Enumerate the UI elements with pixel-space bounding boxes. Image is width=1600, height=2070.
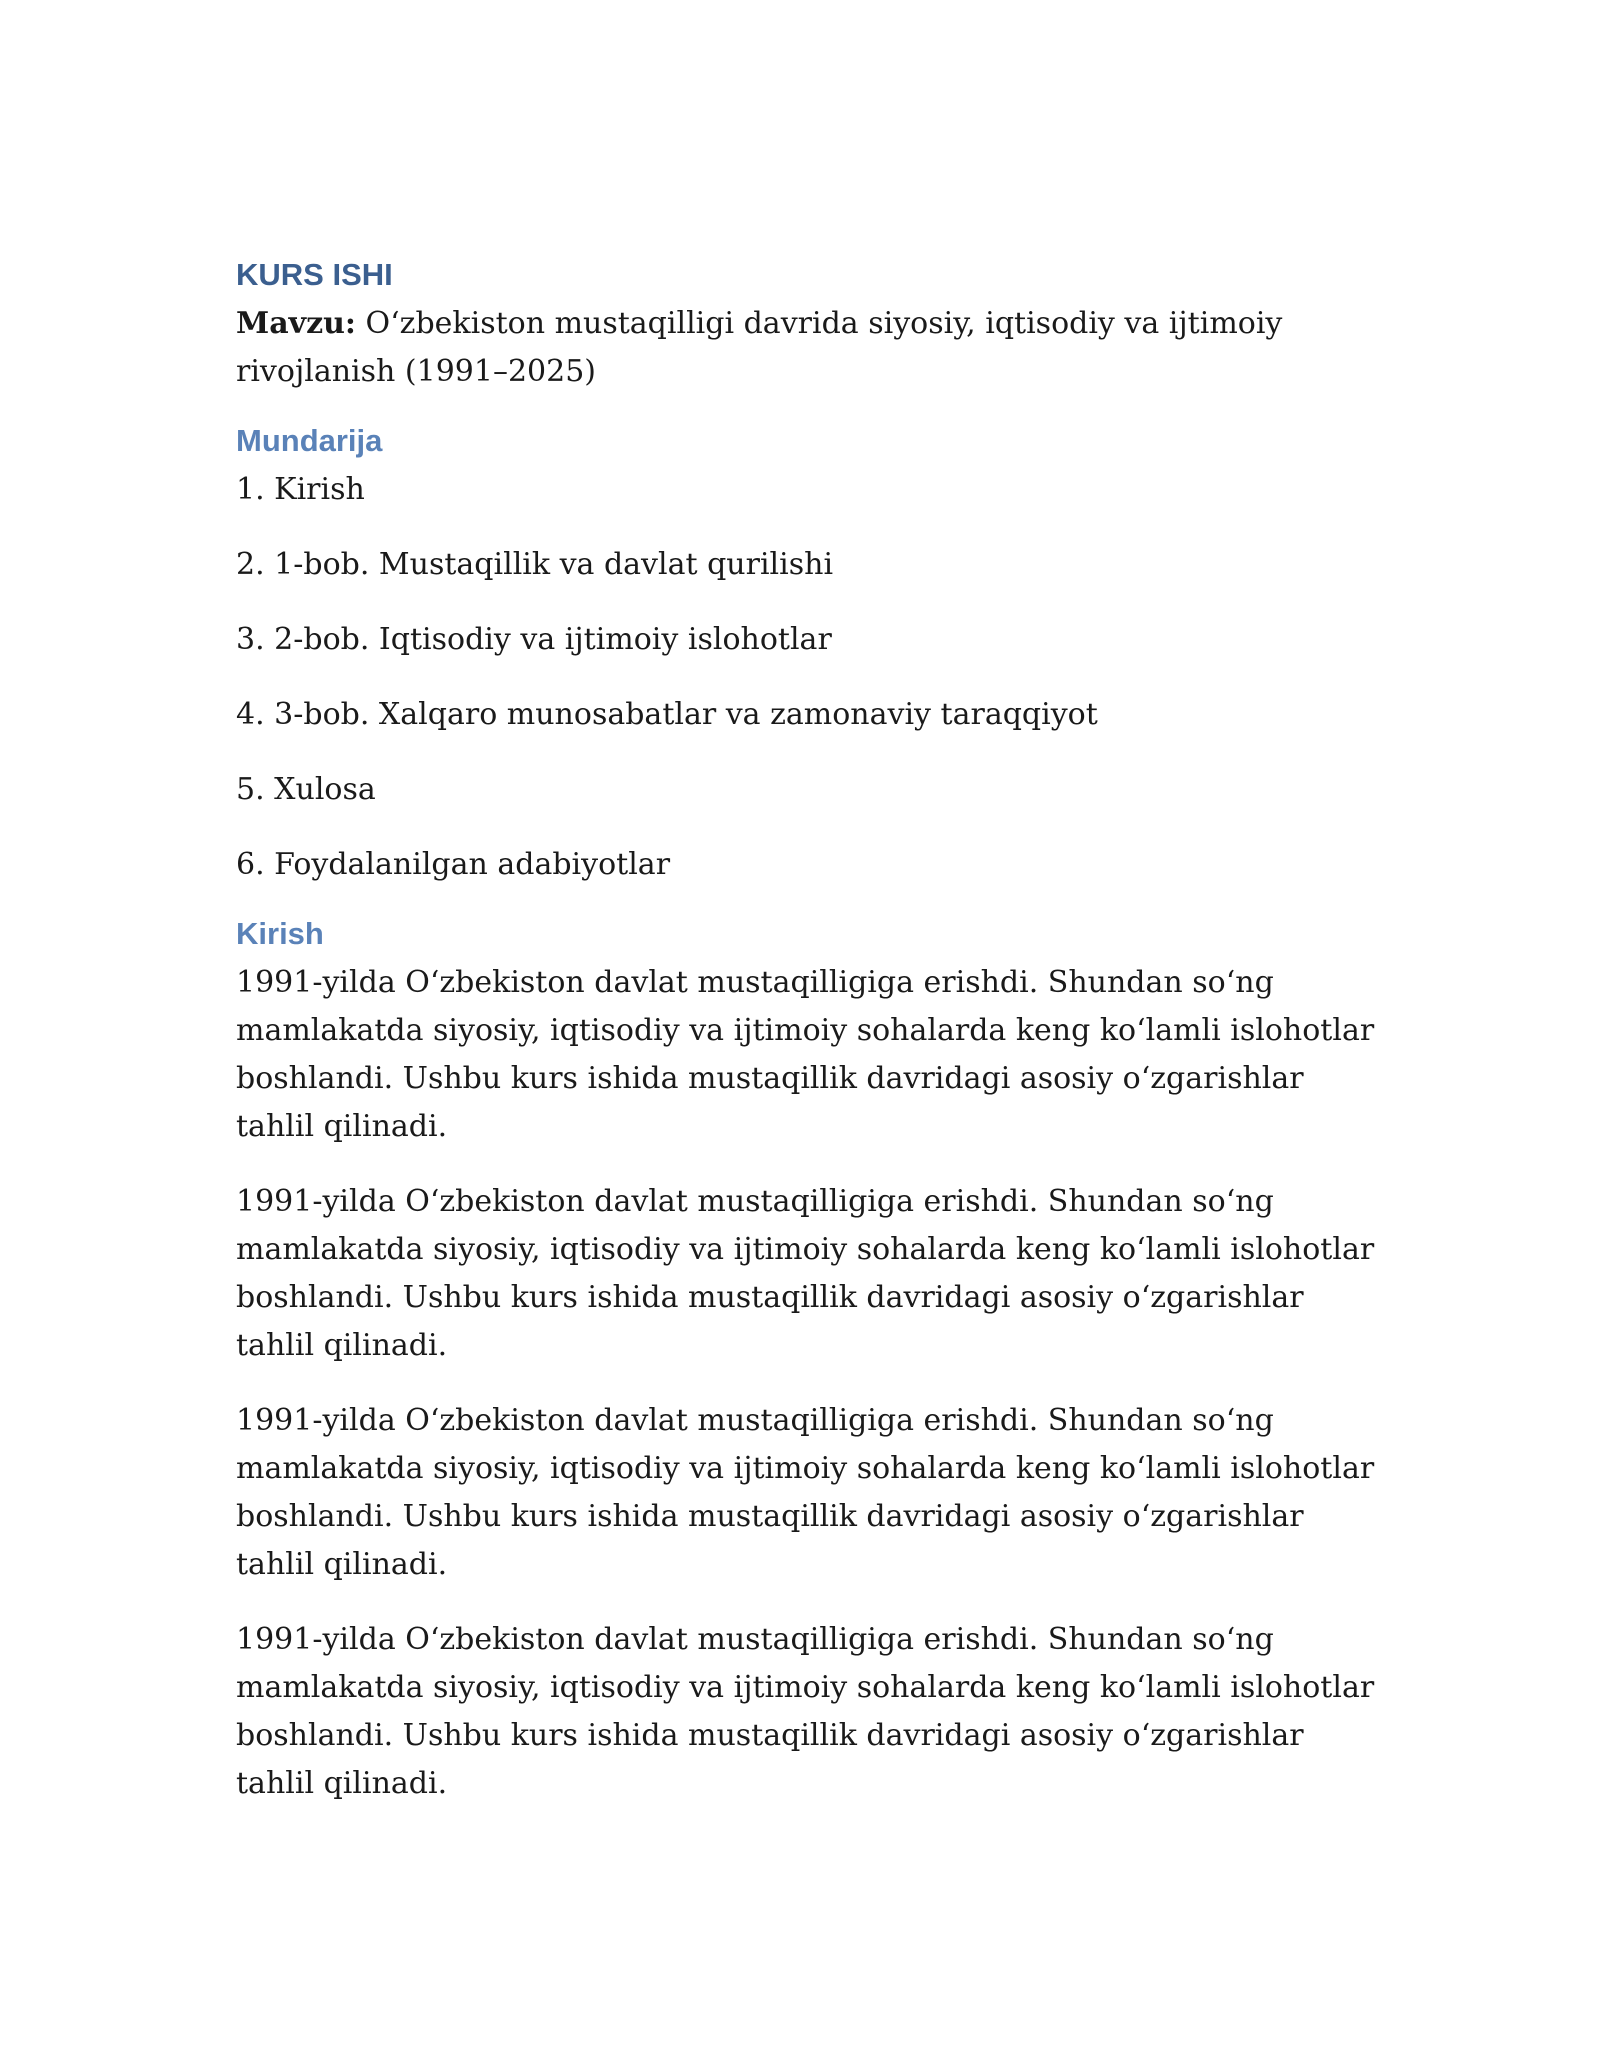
toc-item-kirish: 1. Kirish — [236, 472, 365, 507]
toc-item-chapter-2: 3. 2-bob. Iqtisodiy va ijtimoiy islohotlar — [236, 622, 832, 657]
subject-line — [236, 300, 1376, 396]
intro-heading: Kirish — [236, 916, 324, 951]
table-of-contents — [236, 466, 1376, 889]
intro-body — [236, 959, 1376, 1808]
document-page — [236, 256, 1376, 1808]
intro-paragraph: 1991-yilda O‘zbekiston davlat mustaqilligiga erishdi. Shundan so‘ng mamlakatda siyosiy, iqtisodiy va ijtimoiy sohalarda keng ko‘lamli islohotlar boshlandi. Ushbu kurs ishida mustaqillik davridagi asosiy o‘zgarishlar tahlil qilinadi. — [236, 1184, 1375, 1363]
toc-item-xulosa: 5. Xulosa — [236, 772, 376, 807]
toc-item-chapter-3: 4. 3-bob. Xalqaro munosabatlar va zamonaviy taraqqiyot — [236, 697, 1098, 732]
intro-paragraph: 1991-yilda O‘zbekiston davlat mustaqilligiga erishdi. Shundan so‘ng mamlakatda siyosiy, iqtisodiy va ijtimoiy sohalarda keng ko‘lamli islohotlar boshlandi. Ushbu kurs ishida mustaqillik davridagi asosiy o‘zgarishlar tahlil qilinadi. — [236, 1403, 1375, 1582]
toc-heading: Mundarija — [236, 423, 383, 458]
toc-item-references: 6. Foydalanilgan adabiyotlar — [236, 847, 671, 882]
subject-text: O‘zbekiston mustaqilligi davrida siyosiy, iqtisodiy va ijtimoiy rivojlanish (1991–2025) — [236, 306, 1283, 389]
document-title: KURS ISHI — [236, 257, 393, 292]
intro-paragraph: 1991-yilda O‘zbekiston davlat mustaqilligiga erishdi. Shundan so‘ng mamlakatda siyosiy, iqtisodiy va ijtimoiy sohalarda keng ko‘lamli islohotlar boshlandi. Ushbu kurs ishida mustaqillik davridagi asosiy o‘zgarishlar tahlil qilinadi. — [236, 1622, 1375, 1801]
toc-item-chapter-1: 2. 1-bob. Mustaqillik va davlat qurilishi — [236, 547, 834, 582]
subject-label: Mavzu: — [236, 306, 356, 341]
intro-paragraph: 1991-yilda O‘zbekiston davlat mustaqilligiga erishdi. Shundan so‘ng mamlakatda siyosiy, iqtisodiy va ijtimoiy sohalarda keng ko‘lamli islohotlar boshlandi. Ushbu kurs ishida mustaqillik davridagi asosiy o‘zgarishlar tahlil qilinadi. — [236, 965, 1375, 1144]
